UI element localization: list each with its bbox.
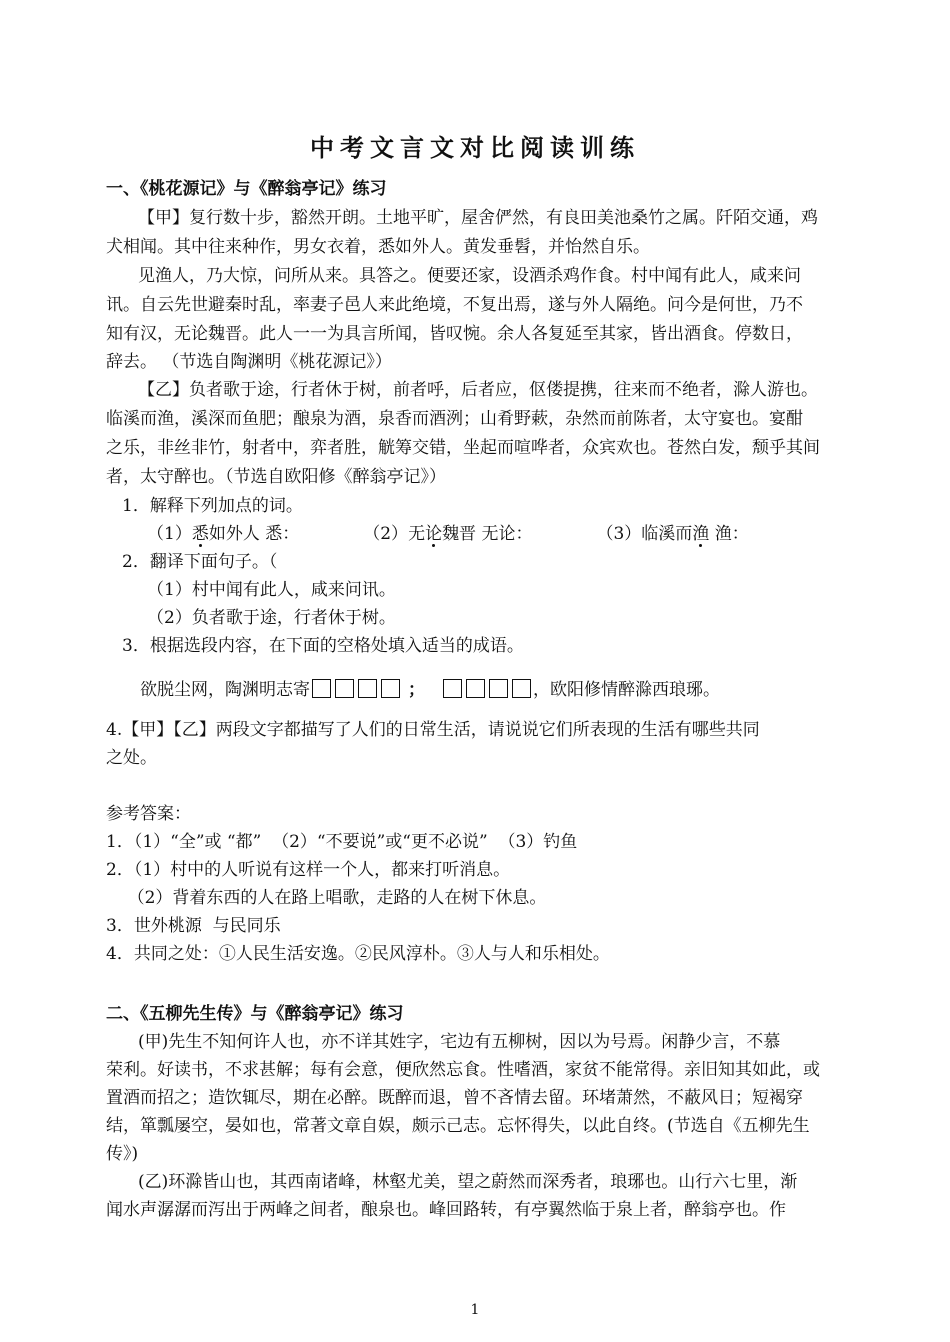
blank-box[interactable] — [381, 679, 400, 698]
blank-box[interactable] — [512, 679, 531, 698]
answer-line: 3．世外桃源 与民同乐 — [106, 916, 281, 936]
blank-box[interactable] — [466, 679, 485, 698]
page-title: 中考文言文对比阅读训练 — [310, 133, 640, 162]
question-1: 1．解释下列加点的词。 — [122, 496, 303, 516]
text-line: 置酒而招之；造饮辄尽，期在必醉。既醉而退，曾不吝情去留。环堵萧然，不蔽风日；短褐穿 — [106, 1088, 803, 1108]
question-1-items — [147, 520, 891, 548]
answer-line: 2．（1）村中的人听说有这样一个人，都来打听消息。 — [106, 860, 511, 880]
blank-box[interactable] — [358, 679, 377, 698]
q1-item-2: （2）无论魏晋 无论： — [363, 524, 533, 544]
question-4: 4.【甲】【乙】两段文字都描写了人们的日常生活，请说说它们所表现的生活有哪些共同 — [106, 720, 760, 740]
text-line: 【乙】负者歌于途，行者休于树，前者呼，后者应，伛偻提携，往来而不绝者，滁人游也。 — [138, 380, 818, 400]
section-heading: 一、《桃花源记》与《醉翁亭记》练习 — [106, 179, 387, 199]
question-2-item: （1）村中闻有此人，咸来问讯。 — [147, 580, 396, 600]
text-line: 知有汉，无论魏晋。此人一一为具言所闻，皆叹惋。余人各复延至其家，皆出酒食。停数日， — [106, 324, 803, 344]
text-line: 之乐，非丝非竹，射者中，弈者胜，觥筹交错，坐起而喧哗者，众宾欢也。苍然白发，颓乎其间 — [106, 438, 820, 458]
text-line: 辞去。 （节选自陶渊明《桃花源记》） — [106, 352, 392, 372]
question-3: 3．根据选段内容，在下面的空格处填入适当的成语。 — [122, 636, 524, 656]
text-line: 荣利。好读书，不求甚解；每有会意，便欣然忘食。性嗜酒，家贫不能常得。亲旧知其如此，或 — [106, 1060, 820, 1080]
text-line: 临溪而渔，溪深而鱼肥；酿泉为酒，泉香而酒洌；山肴野蔌，杂然而前陈者，太守宴也。宴酣 — [106, 409, 803, 429]
q1-item-3: （3）临溪而渔 渔： — [596, 524, 749, 544]
section-heading: 二、《五柳先生传》与《醉翁亭记》练习 — [106, 1004, 404, 1024]
text-line: 犬相闻。其中往来种作，男女衣着，悉如外人。黄发垂髫，并怡然自乐。 — [106, 237, 650, 257]
q1-item-1: （1）悉如外人 悉： — [147, 524, 300, 544]
text-line: 闻水声潺潺而泻出于两峰之间者，酿泉也。峰回路转，有亭翼然临于泉上者，醉翁亭也。作 — [106, 1200, 786, 1220]
answer-line: （2）背着东西的人在路上唱歌，走路的人在树下休息。 — [106, 888, 547, 908]
question-3-fill: 欲脱尘网，陶渊明志寄 ； ，欧阳修情醉滁西琅琊。 — [140, 680, 720, 700]
blank-box[interactable] — [489, 679, 508, 698]
blank-box[interactable] — [335, 679, 354, 698]
answer-line: 4．共同之处：①人民生活安逸。②民风淳朴。③人与人和乐相处。 — [106, 944, 610, 964]
text-line: 结，箪瓢屡空，晏如也，常著文章自娱，颇示己志。忘怀得失，以此自终。(节选自《五柳先生 — [106, 1116, 810, 1136]
blank-box[interactable] — [312, 679, 331, 698]
question-2: 2．翻译下面句子。（ — [122, 552, 278, 572]
text-line: 传》) — [106, 1144, 139, 1164]
text-line: 讯。自云先世避秦时乱，率妻子邑人来此绝境，不复出焉，遂与外人隔绝。问今是何世，乃不 — [106, 295, 803, 315]
text-line: 者，太守醉也。（节选自欧阳修《醉翁亭记》） — [106, 467, 446, 487]
answer-line: 1．（1）“全”或 “都” （2）“不要说”或“更不必说” （3）钓鱼 — [106, 832, 578, 852]
page-number: 1 — [470, 1302, 480, 1318]
question-2-item: （2）负者歌于途，行者休于树。 — [147, 608, 396, 628]
question-4: 之处。 — [106, 748, 157, 768]
text-line: (乙)环滁皆山也，其西南诸峰，林壑尤美，望之蔚然而深秀者，琅琊也。山行六七里，渐 — [138, 1172, 798, 1192]
text-line: 【甲】复行数十步，豁然开朗。土地平旷，屋舍俨然，有良田美池桑竹之属。阡陌交通，鸡 — [138, 208, 818, 228]
blank-box[interactable] — [443, 679, 462, 698]
answers-title: 参考答案： — [106, 804, 191, 824]
text-line: 见渔人，乃大惊，问所从来。具答之。便要还家，设酒杀鸡作食。村中闻有此人，咸来问 — [138, 266, 801, 286]
text-line: (甲)先生不知何许人也，亦不详其姓字，宅边有五柳树，因以为号焉。闲静少言，不慕 — [138, 1032, 781, 1052]
